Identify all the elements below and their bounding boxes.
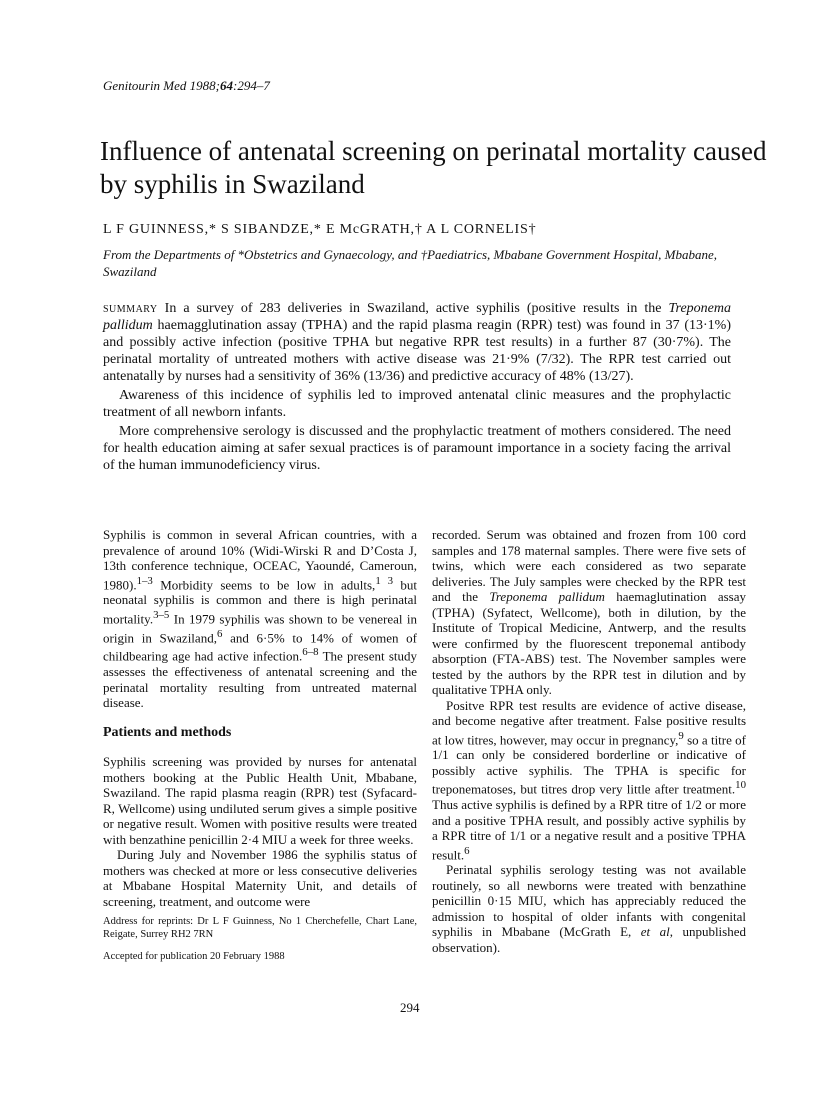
summary-paragraph-3: More comprehensive serology is discussed and the prophylactic treatment of mothers considered. The need for health education aiming at safer sexual practices is of paramount importance in a society facing the arrival of the human immunodeficiency virus.: [103, 424, 731, 473]
acceptance-date: Accepted for publication 20 February 1988: [103, 951, 285, 963]
journal-citation: [103, 78, 270, 94]
introduction-paragraph: Syphilis is common in several African countries, with a prevalence of around 10% (Widi-Wirski R and D’Costa J, 13th conference technique, OCEAC, Yaoundé, Cameroun, 1980).$^{1-3}$ Morbidity seems to be low in adults,$^{1 3}$ but neonatal syphilis is common and there is high perinatal mortality.$^{3-5}$ In 1979 syphilis was shown to be venereal in origin in Swaziland,$^6$ and 6·5% to 14% of women of childbearing age had active infection.$^{6-8}$ The present study assesses the effectiveness of antenatal screening and the perinatal mortality resulting from untreated maternal disease.: [103, 527, 417, 711]
journal-name: Genitourin Med: [103, 78, 187, 93]
methods-paragraph-2: During July and November 1986 the syphilis status of mothers was checked at more or less consecutive deliveries at Mbabane Hospital Maternity Unit, and details of screening, treatment, and outcome were: [103, 847, 417, 909]
reprint-address: Address for reprints: Dr L F Guinness, No 1 Cherchefelle, Chart Lane, Reigate, Surrey RH2 7RN: [103, 916, 417, 941]
article-title: Influence of antenatal screening on perinatal mortality caused by syphilis in Swaziland: [100, 136, 767, 199]
methods-paragraph-3: recorded. Serum was obtained and frozen from 100 cord samples and 178 maternal samples. There were five sets of twins, which were each considered as two separate deliveries. The July samples were checked by the RPR test and the Treponema pallidum haemaglutination assay (TPHA) (Syfatect, Wellcome), both in dilution, by the Institute of Tropical Medicine, Antwerp, and the results were confirmed by the fluorescent treponemal antibody absorption (FTA-ABS) test. The November samples were tested by the authors by the RPR test in dilution and by qualitative TPHA only.: [432, 527, 746, 697]
methods-paragraph-5: Perinatal syphilis serology testing was not available routinely, so all newborns were treated with benzathine penicillin 0·15 MIU, which has appreciably reduced the admission to hospital of older infants with congenital syphilis in Mbabane (McGrath E, et al, unpublished observation).: [432, 862, 746, 955]
affiliation: From the Departments of *Obstetrics and Gynaecology, and †Paediatrics, Mbabane Government Hospital, Mbabane, Swaziland: [103, 247, 718, 279]
page-number: 294: [400, 1000, 420, 1015]
right-column: [432, 527, 746, 955]
summary-paragraph-2: Awareness of this incidence of syphilis led to improved antenatal clinic measures and the prophylactic treatment of all newborn infants.: [103, 388, 731, 420]
journal-year: 1988;: [189, 78, 220, 93]
journal-volume: 64: [220, 78, 233, 93]
left-column: [103, 527, 417, 972]
methods-paragraph-1: Syphilis screening was provided by nurses for antenatal mothers booking at the Public Health Unit, Mbabane, Swaziland. The rapid plasma reagin (RPR) test (Syfacard-R, Wellcome) using undiluted serum gives a simple positive or negative result. Women with positive results were treated with benzathine penicillin 2·4 MIU a week for three weeks.: [103, 754, 417, 847]
footnotes: [103, 915, 417, 963]
summary-label: summary: [103, 301, 158, 316]
summary: [103, 300, 731, 476]
authors: L F GUINNESS,* S SIBANDZE,* E McGRATH,† A L CORNELIS†: [103, 222, 537, 237]
methods-paragraph-4: Positve RPR test results are evidence of active disease, and become negative after treatment. False positive results at low titres, however, may occur in pregnancy,$^9$ so a titre of 1/1 can only be considered borderline or indicative of possibly active syphilis. The TPHA is specific for treponematoses, but titres drop very little after treatment.$^{10}$ Thus active syphilis is defined by a RPR titre of 1/2 or more and a positive TPHA result, and possibly active syphilis by a RPR titre of 1/1 or a negative result and a positive TPHA result.$^6$: [432, 697, 746, 862]
section-heading-methods: Patients and methods: [103, 724, 232, 740]
journal-pages: :294–7: [233, 78, 270, 93]
summary-paragraph-1: summary In a survey of 283 deliveries in Swaziland, active syphilis (positive results in the Treponema pallidum haemagglutination assay (TPHA) and the rapid plasma reagin (RPR) test) was found in 37 (13·1%) and possibly active infection (positive TPHA but negative RPR test results) in a further 87 (30·7%). The perinatal mortality of untreated mothers with active disease was 21·9% (7/32). The RPR test carried out antenatally by nurses had a sensitivity of 36% (13/36) and predictive accuracy of 48% (13/27).: [103, 301, 731, 384]
